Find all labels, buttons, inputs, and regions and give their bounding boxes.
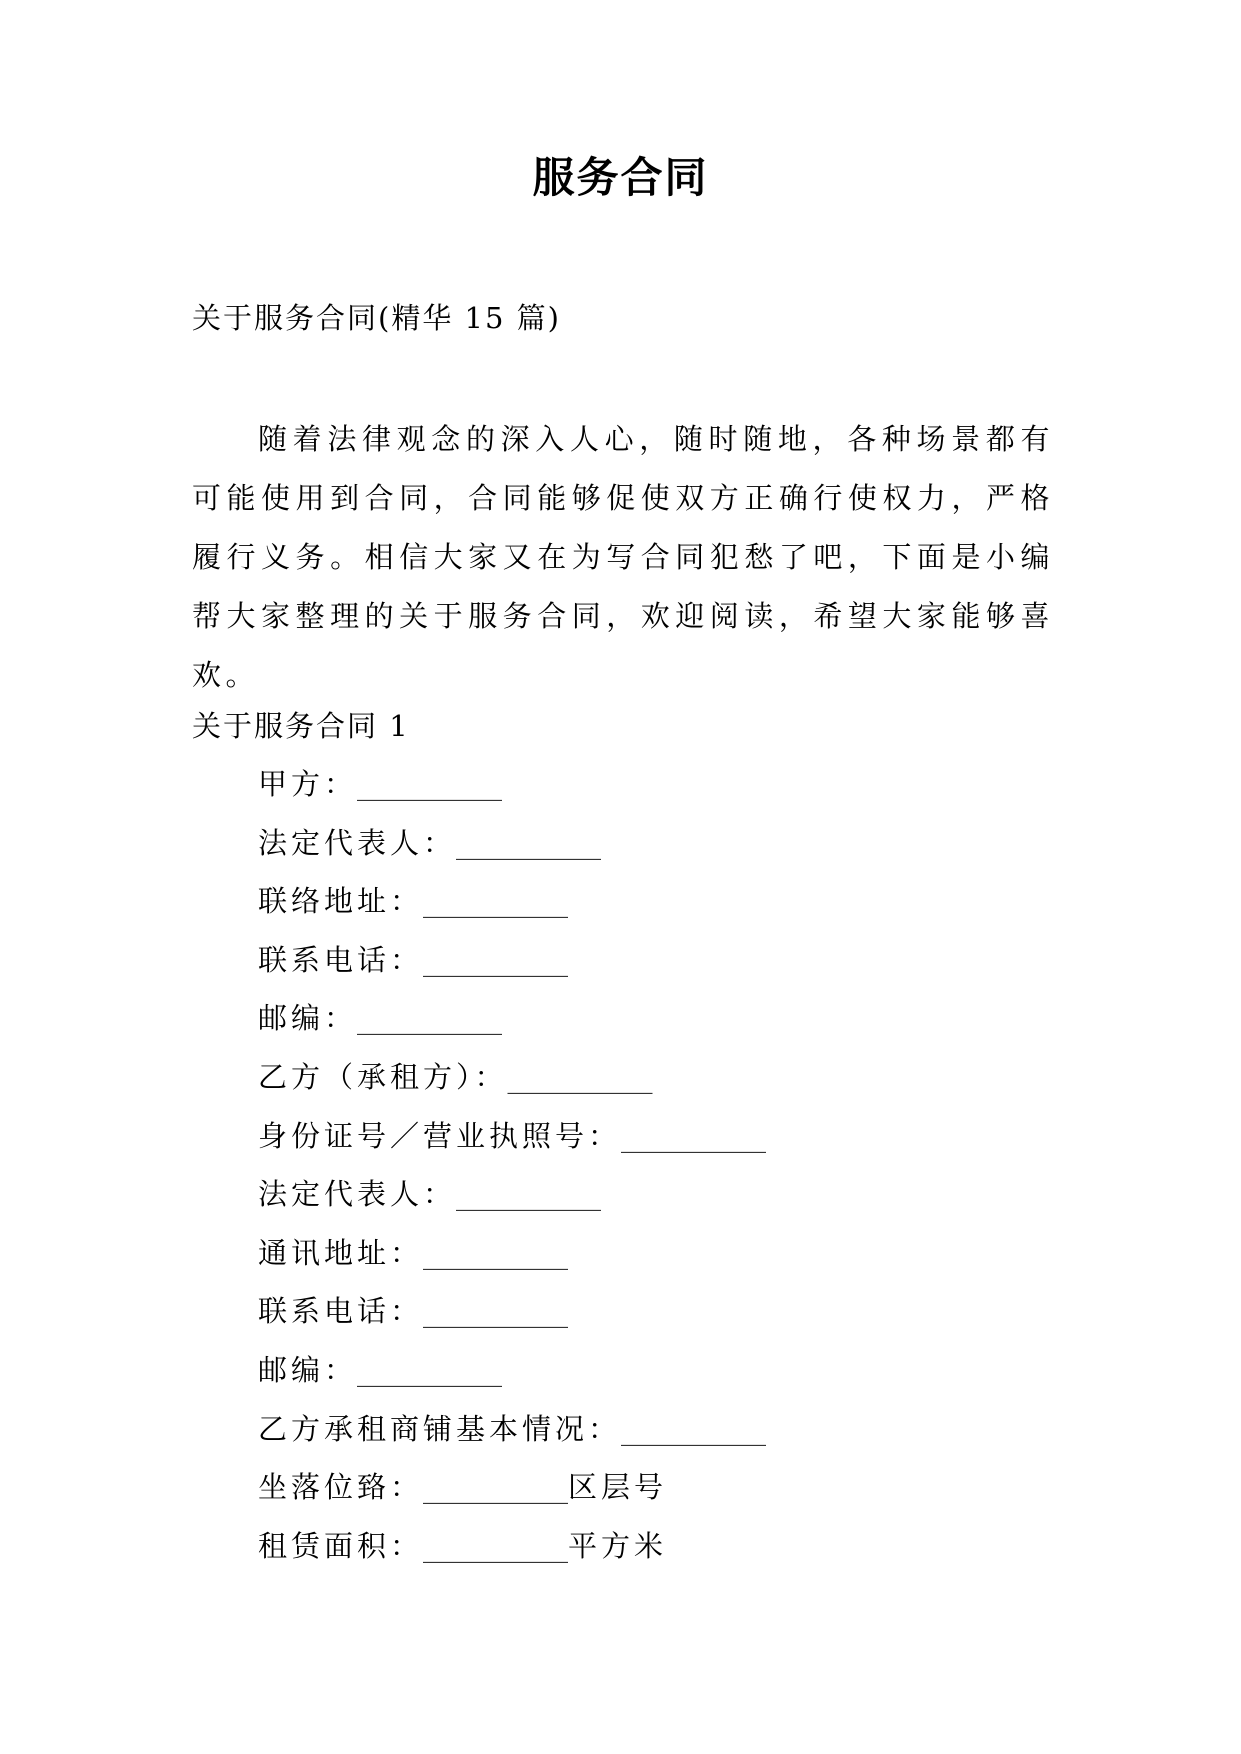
field-suffix: 区层号 bbox=[568, 1470, 668, 1505]
field-blank: __________ bbox=[423, 942, 569, 977]
field-label: 乙方（承租方）： bbox=[258, 1059, 508, 1094]
field-label: 甲方： bbox=[258, 767, 358, 801]
field-blank: __________ bbox=[456, 1177, 602, 1212]
field-label: 法定代表人： bbox=[258, 1177, 457, 1212]
field-blank: __________ bbox=[621, 1411, 767, 1446]
field-blank: __________ bbox=[423, 1235, 569, 1270]
field-blank: __________ bbox=[423, 884, 569, 919]
field-blank: __________ bbox=[357, 1352, 503, 1387]
field-label: 联络地址： bbox=[258, 884, 424, 919]
field-label: 联系电话： bbox=[258, 942, 424, 977]
field-phone-a bbox=[258, 940, 766, 999]
field-label: 坐落位臵： bbox=[258, 1470, 424, 1505]
field-contact-address-a bbox=[258, 881, 766, 940]
field-postcode-b bbox=[258, 1350, 766, 1409]
field-postcode-a bbox=[258, 998, 766, 1057]
field-shop-basic-info bbox=[258, 1409, 766, 1468]
section-heading: 关于服务合同 1 bbox=[192, 709, 410, 743]
field-label: 乙方承租商铺基本情况： bbox=[258, 1411, 622, 1446]
field-legal-representative-b bbox=[258, 1174, 766, 1233]
field-legal-representative-a bbox=[258, 823, 766, 882]
field-blank: __________ bbox=[357, 1001, 503, 1036]
field-label: 联系电话： bbox=[258, 1294, 424, 1329]
field-blank: __________ bbox=[423, 1528, 569, 1563]
document-title: 服务合同 bbox=[532, 153, 709, 202]
field-label: 邮编： bbox=[258, 1001, 358, 1036]
field-blank: __________ bbox=[357, 767, 503, 801]
field-blank: __________ bbox=[423, 1294, 569, 1329]
field-id-or-license-number bbox=[258, 1116, 766, 1175]
field-suffix: 平方米 bbox=[568, 1528, 668, 1563]
document-subtitle: 关于服务合同(精华 15 篇) bbox=[192, 301, 561, 335]
field-blank: __________ bbox=[423, 1470, 569, 1505]
field-party-b bbox=[258, 1057, 766, 1116]
field-label: 法定代表人： bbox=[258, 825, 457, 860]
intro-paragraph: 随着法律观念的深入人心，随时随地，各种场景都有可能使用到合同，合同能够促使双方正确行使权力，严格履行义务。相信大家又在为写合同犯愁了吧，下面是小编帮大家整理的关于服务合同，欢迎阅读，希望大家能够喜欢。 bbox=[192, 422, 1054, 692]
field-blank: __________ bbox=[621, 1118, 767, 1153]
field-lease-area bbox=[258, 1526, 766, 1585]
field-phone-b bbox=[258, 1291, 766, 1350]
field-label: 身份证号／营业执照号： bbox=[258, 1118, 622, 1153]
field-mailing-address-b bbox=[258, 1233, 766, 1292]
field-blank: __________ bbox=[456, 825, 602, 860]
contract-fields-list bbox=[258, 764, 766, 1584]
field-party-a bbox=[258, 764, 766, 823]
field-blank: __________ bbox=[507, 1059, 653, 1094]
field-label: 租赁面积： bbox=[258, 1528, 424, 1563]
field-label: 邮编： bbox=[258, 1352, 358, 1387]
field-label: 通讯地址： bbox=[258, 1235, 424, 1270]
field-location bbox=[258, 1467, 766, 1526]
